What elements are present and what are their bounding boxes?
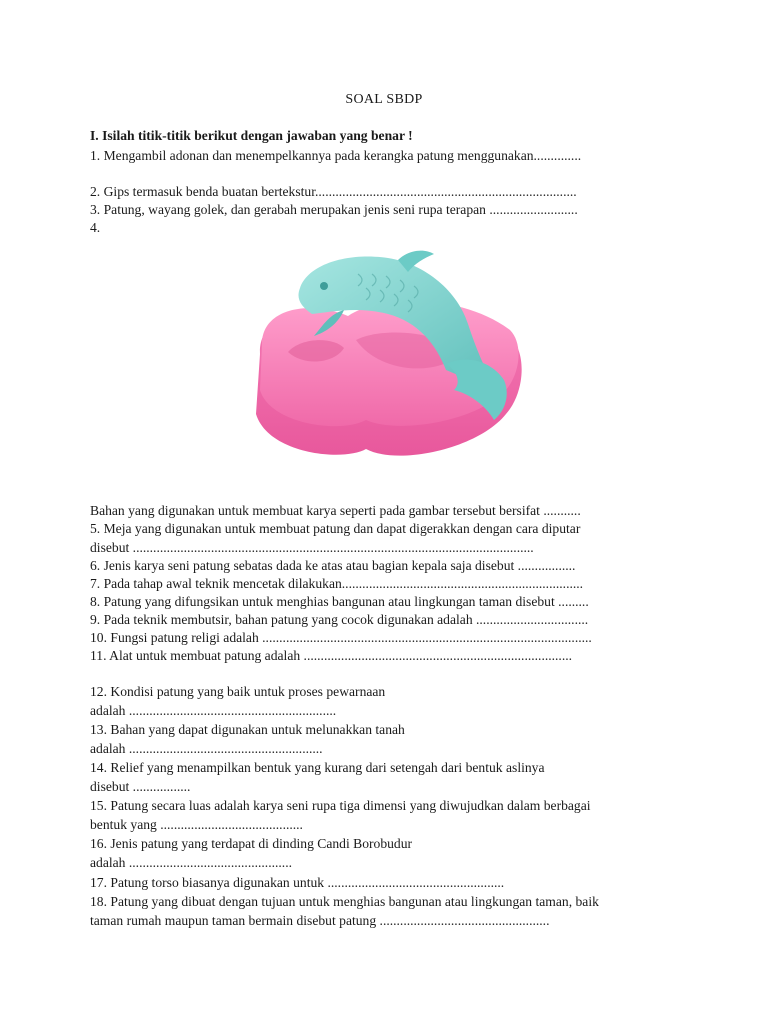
question-11: 11. Alat untuk membuat patung adalah ............................................................................... (90, 648, 573, 663)
question-15-line1: 15. Patung secara luas adalah karya seni rupa tiga dimensi yang diwujudkan dalam berbagai (90, 798, 591, 813)
question-13-line1: 13. Bahan yang dapat digunakan untuk melunakkan tanah (90, 722, 405, 737)
section-instruction: I. Isilah titik-titik berikut dengan jawaban yang benar ! (90, 128, 413, 143)
question-15-line2: bentuk yang .......................................... (90, 817, 303, 832)
question-10: 10. Fungsi patung religi adalah ................................................................................................. (90, 630, 592, 645)
question-7: 7. Pada tahap awal teknik mencetak dilakukan....................................................................... (90, 576, 584, 591)
question-14-line2: disebut ................. (90, 779, 191, 794)
question-18-line1: 18. Patung yang dibuat dengan tujuan untuk menghias bangunan atau lingkungan taman, baik (90, 894, 599, 909)
question-5-line1: 5. Meja yang digunakan untuk membuat patung dan dapat digerakkan dengan cara diputar (90, 521, 581, 536)
page-title: SOAL SBDP (345, 92, 423, 107)
question-12-line1: 12. Kondisi patung yang baik untuk proses pewarnaan (90, 684, 386, 699)
question-16-line1: 16. Jenis patung yang terdapat di dinding Candi Borobudur (90, 836, 413, 851)
question-4-text: Bahan yang digunakan untuk membuat karya seperti pada gambar tersebut bersifat ........... (90, 503, 581, 518)
question-13-line2: adalah ......................................................... (90, 741, 323, 756)
question-18-line2: taman rumah maupun taman bermain disebut patung .................................................. (90, 913, 550, 928)
question-2: 2. Gips termasuk benda buatan bertekstur............................................................................. (90, 184, 577, 199)
question-1: 1. Mengambil adonan dan menempelkannya pada kerangka patung menggunakan.............. (90, 148, 582, 163)
fish-mold-image (248, 244, 528, 466)
question-14-line1: 14. Relief yang menampilkan bentuk yang kurang dari setengah dari bentuk aslinya (90, 760, 545, 775)
question-4-number: 4. (90, 220, 101, 235)
question-3: 3. Patung, wayang golek, dan gerabah merupakan jenis seni rupa terapan .......................... (90, 202, 578, 217)
question-5-line2: disebut ...................................................................................................................... (90, 540, 534, 555)
question-16-line2: adalah ................................................ (90, 855, 292, 870)
question-9: 9. Pada teknik membutsir, bahan patung yang cocok digunakan adalah ................................. (90, 612, 589, 627)
question-6: 6. Jenis karya seni patung sebatas dada ke atas atau bagian kepala saja disebut ................. (90, 558, 576, 573)
question-12-line2: adalah ............................................................. (90, 703, 337, 718)
question-17: 17. Patung torso biasanya digunakan untuk .................................................... (90, 875, 505, 890)
question-8: 8. Patung yang difungsikan untuk menghias bangunan atau lingkungan taman disebut ......... (90, 594, 589, 609)
